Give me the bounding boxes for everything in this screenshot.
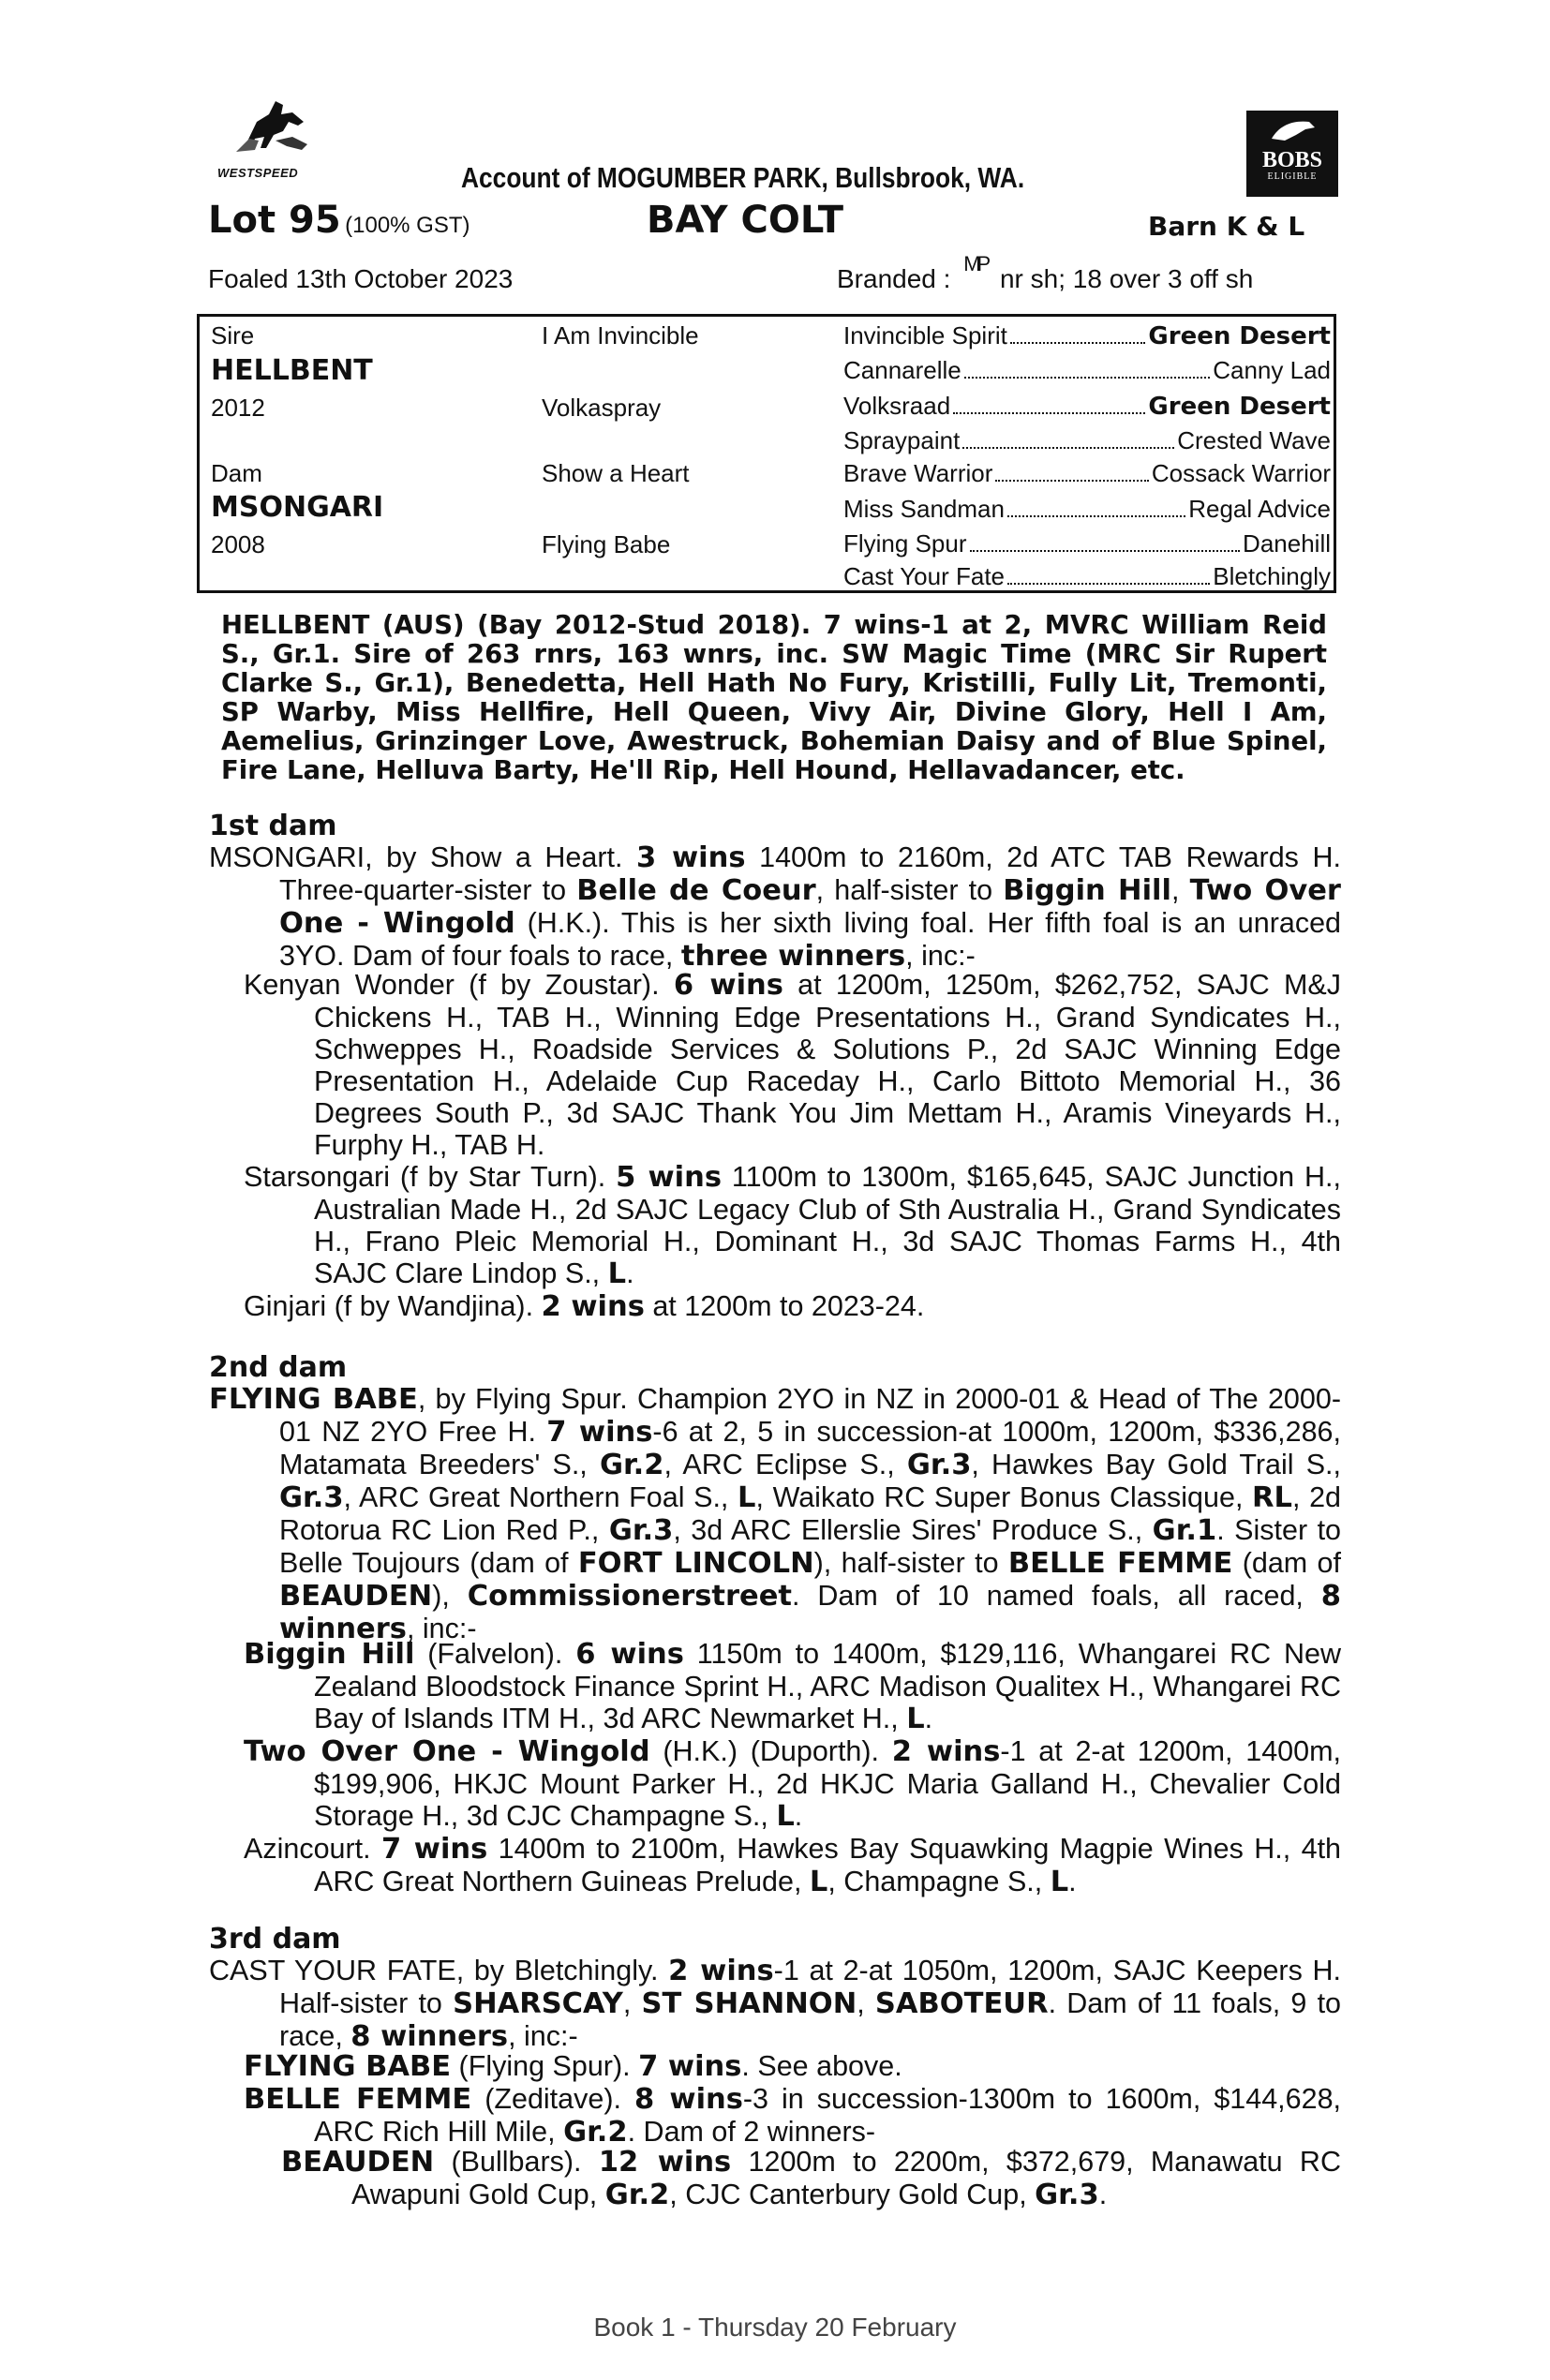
text: , Hawkes Bay Gold Trail S.,	[971, 1449, 1342, 1480]
first-dam-progeny	[244, 969, 1341, 1323]
text: , half-sister to	[815, 874, 1004, 906]
progeny-name: Biggin Hill	[244, 1638, 415, 1671]
text: , inc:-	[508, 2020, 578, 2052]
first-dam-heading: 1st dam	[209, 810, 337, 842]
g3-right: Cossack Warrior	[1151, 459, 1331, 487]
wins: 3 wins	[636, 841, 746, 874]
text: -6 at 2, 5 in succession-at 1000m, 1200m, $336,286, Matamata Breeders' S.,	[279, 1416, 1341, 1480]
westspeed-logo-text: WESTSPEED	[217, 166, 299, 180]
race-grade: L	[809, 1866, 828, 1898]
progeny-entry	[244, 1638, 1341, 1735]
progeny-entry	[244, 1290, 1341, 1323]
relative: ST SHANNON	[641, 1987, 857, 2020]
progeny-entry	[244, 2050, 1341, 2083]
text: (Zeditave).	[471, 2083, 634, 2115]
text: , CJC Canterbury Gold Cup,	[669, 2179, 1036, 2210]
dam-name: MSONGARI	[211, 491, 384, 524]
bobs-logo-text: BOBS	[1261, 148, 1323, 172]
race-grade: Gr.2	[599, 1449, 664, 1481]
text: ,	[857, 1987, 875, 2019]
wins: 2 wins	[668, 1955, 774, 1987]
relative: SABOTEUR	[874, 1987, 1049, 2020]
text: Kenyan Wonder (f by Zoustar).	[244, 969, 674, 1001]
race-grade: L	[607, 1257, 627, 1290]
winners: three winners	[680, 940, 906, 973]
text: -1 at 2-at 1200m, 1400m, $199,906, HKJC Mount Parker H., 2d HKJC Maria Galland H., Chevalier Cold Storage H., 3d CJC Champagne S.,	[314, 1735, 1341, 1832]
race-grade: L	[906, 1703, 925, 1735]
progeny-name: BEAUDEN	[281, 2146, 435, 2179]
relative: Two Over One - Wingold	[279, 874, 1341, 940]
pedigree-g3-6	[843, 529, 1331, 558]
text: 1200m to 2200m, $372,679, Manawatu RC Awapuni Gold Cup,	[351, 2146, 1341, 2210]
race-grade: Gr.3	[608, 1514, 674, 1547]
wins: 7 wins	[546, 1416, 653, 1449]
pedigree-table	[197, 314, 1336, 593]
relative: SHARSCAY	[453, 1987, 623, 2020]
dam-name: FLYING BABE	[209, 1383, 418, 1416]
relative: Biggin Hill	[1003, 874, 1171, 907]
relative: FORT LINCOLN	[577, 1547, 814, 1580]
text: .	[924, 1703, 933, 1734]
text: -3 in succession-1300m to 1600m, $144,628, ARC Rich Hill Mile,	[314, 2083, 1342, 2148]
progeny-name: Two Over One - Wingold	[244, 1735, 650, 1768]
pedigree-g2-3: Flying Babe	[542, 530, 671, 558]
text: . Sister to Belle Toujours (dam of	[279, 1514, 1342, 1579]
text: . Dam of 2 winners-	[627, 2116, 876, 2148]
pedigree-g3-2	[843, 392, 1331, 421]
text: , by Flying Spur. Champion 2YO in NZ in 2000-01 & Head of The 2000-01 NZ 2YO Free H.	[279, 1383, 1341, 1448]
text: , inc:-	[905, 940, 976, 972]
g3-left: Flying Spur	[843, 529, 967, 558]
bobs-eligible-logo	[1246, 111, 1338, 197]
text: ),	[432, 1580, 468, 1612]
g3-right: Canny Lad	[1213, 356, 1331, 384]
text: (H.K.) (Duporth).	[649, 1735, 892, 1767]
wins: 2 wins	[541, 1290, 645, 1323]
text: .	[1098, 2179, 1108, 2210]
text: , 2d Rotorua RC Lion Red P.,	[279, 1481, 1341, 1546]
text: at 1200m, 1250m, $262,752, SAJC M&J Chickens H., TAB H., Winning Edge Presentations H., Grand Syndicates H., Schweppes H., Roadside Services & Solutions P., 2d SAJC Winning Edge Presentation H., Adelaide Cup Raceday H., Carlo Bittoto Memorial H., 36 Degrees South P., 3d SAJC Thank You Jim Mettam H., Aramis Vineyards H., Furphy H., TAB H.	[314, 969, 1341, 1161]
text: Starsongari (f by Star Turn).	[244, 1161, 617, 1193]
text: Azincourt.	[244, 1833, 382, 1865]
text: , inc:-	[406, 1613, 477, 1644]
text: , 3d ARC Ellerslie Sires' Produce S.,	[673, 1514, 1153, 1546]
text: (dam of	[1232, 1547, 1341, 1579]
text: , ARC Great Northern Foal S.,	[343, 1481, 738, 1513]
text: (Falvelon).	[414, 1638, 576, 1670]
wins: 2 wins	[891, 1735, 1001, 1768]
g3-left: Invincible Spirit	[843, 321, 1007, 350]
wins: 8 wins	[634, 2083, 743, 2116]
relative: BEAUDEN	[279, 1580, 433, 1613]
race-grade: Gr.3	[906, 1449, 972, 1481]
foaled-date: Foaled 13th October 2023	[208, 264, 514, 293]
first-dam-paragraph	[209, 841, 1341, 973]
bobs-logo-subtext: ELIGIBLE	[1267, 171, 1318, 182]
g3-left: Brave Warrior	[843, 459, 993, 487]
third-dam-progeny	[244, 2050, 1341, 2149]
text: , Waikato RC Super Bonus Classique,	[755, 1481, 1253, 1513]
wins: 7 wins	[381, 1833, 488, 1866]
text: 1100m to 1300m, $165,645, SAJC Junction H., Australian Made H., 2d SAJC Legacy Club of Sth Australia H., Grand Syndicates H., Frano Pleic Memorial H., Dominant H., 3d SAJC Thomas Farms H., 4th SAJC Clare Lindop S.,	[314, 1161, 1342, 1289]
g3-left: Spraypaint	[843, 426, 961, 454]
g3-right: Green Desert	[1148, 322, 1331, 350]
sire-name: HELLBENT	[211, 354, 373, 387]
g3-left: Volksraad	[843, 392, 951, 420]
brand-mark: MP	[963, 252, 988, 275]
progeny-entry	[244, 2083, 1341, 2149]
text: .	[1068, 1866, 1077, 1897]
race-grade: L	[1050, 1866, 1069, 1898]
gst-note: (100% GST)	[345, 213, 470, 238]
race-grade: L	[776, 1800, 795, 1833]
text: , Champagne S.,	[827, 1866, 1051, 1897]
text: .	[626, 1257, 634, 1289]
race-grade: Gr.2	[604, 2179, 670, 2211]
wins: 6 wins	[673, 969, 783, 1002]
dam-label: Dam	[211, 459, 262, 487]
lot-number	[208, 199, 470, 242]
text: CAST YOUR FATE, by Bletchingly.	[209, 1955, 669, 1986]
g3-left: Cannarelle	[843, 356, 961, 384]
text: (H.K.). This is her sixth living foal. Her fifth foal is an unraced 3YO. Dam of four foals to race,	[279, 907, 1341, 972]
text: (Bullbars).	[434, 2146, 599, 2178]
wins: 12 wins	[598, 2146, 732, 2179]
pedigree-g3-3	[843, 426, 1331, 455]
winners: 8 winners	[279, 1580, 1342, 1645]
text: 1400m to 2160m, 2d ATC TAB Rewards H. Three-quarter-sister to	[279, 841, 1342, 906]
text: -1 at 2-at 1050m, 1200m, SAJC Keepers H. Half-sister to	[279, 1955, 1342, 2019]
text: 1400m to 2100m, Hawkes Bay Squawking Magpie Wines H., 4th ARC Great Northern Guineas Prelude,	[314, 1833, 1341, 1897]
third-dam-paragraph	[209, 1955, 1341, 2053]
pedigree-g3-7	[843, 562, 1331, 591]
g3-right: Regal Advice	[1188, 495, 1331, 523]
second-dam-paragraph	[209, 1383, 1341, 1645]
dam-year: 2008	[211, 530, 265, 558]
race-grade: Gr.3	[1035, 2179, 1099, 2211]
g3-left: Miss Sandman	[843, 495, 1005, 523]
text: ,	[1170, 874, 1190, 906]
first-dam-section	[209, 841, 1341, 973]
pedigree-g2-1: Volkaspray	[542, 394, 662, 422]
race-grade: RL	[1252, 1481, 1292, 1514]
text: (Flying Spur).	[451, 2050, 639, 2082]
progeny-entry	[244, 969, 1341, 1161]
text: , ARC Eclipse S.,	[663, 1449, 907, 1480]
progeny-entry	[244, 1161, 1341, 1290]
text: ), half-sister to	[813, 1547, 1008, 1579]
relative: BELLE FEMME	[1007, 1547, 1233, 1580]
text: . Dam of 10 named foals, all raced,	[791, 1580, 1321, 1612]
barn-location: Barn K & L	[1148, 211, 1305, 242]
dam-name: MSONGARI	[209, 841, 365, 873]
relative: Commissionerstreet	[467, 1580, 792, 1613]
race-grade: L	[738, 1481, 756, 1514]
text: ,	[622, 1987, 642, 2019]
g3-right: Bletchingly	[1213, 562, 1331, 590]
text: . Dam of 11 foals, 9 to race,	[279, 1987, 1342, 2052]
progeny-entry	[244, 1735, 1341, 1833]
text: Ginjari (f by Wandjina).	[244, 1290, 542, 1322]
g3-right: Green Desert	[1148, 393, 1331, 421]
pedigree-g3-1	[843, 356, 1331, 385]
lot-title: BAY COLT	[647, 199, 844, 242]
westspeed-logo	[217, 94, 320, 180]
third-dam-section	[209, 1955, 1341, 2053]
relative: Belle de Coeur	[576, 874, 816, 907]
wins: 7 wins	[638, 2050, 742, 2083]
wins: 5 wins	[616, 1161, 722, 1194]
g3-left: Cast Your Fate	[843, 562, 1005, 590]
text: . See above.	[741, 2050, 902, 2082]
progeny-name: BELLE FEMME	[244, 2083, 472, 2116]
horse-head-icon	[1264, 116, 1320, 144]
progeny-entry	[281, 2146, 1341, 2211]
sire-year: 2012	[211, 394, 265, 422]
race-grade: Gr.2	[563, 2116, 628, 2149]
g3-right: Crested Wave	[1177, 426, 1331, 454]
pedigree-g3-4	[843, 459, 1331, 488]
g3-right: Danehill	[1243, 529, 1331, 558]
pedigree-g2-0: I Am Invincible	[542, 321, 699, 350]
pedigree-g3-0	[843, 321, 1331, 350]
pedigree-g3-5	[843, 495, 1331, 524]
pedigree-g2-2: Show a Heart	[542, 459, 690, 487]
branded-info	[837, 247, 1254, 293]
brand-description: nr sh; 18 over 3 off sh	[999, 264, 1254, 293]
third-dam-heading: 3rd dam	[209, 1923, 341, 1956]
progeny-name: FLYING BABE	[244, 2050, 452, 2083]
text: 1150m to 1400m, $129,116, Whangarei RC New Zealand Bloodstock Finance Sprint H., ARC Madison Qualitex H., Whangarei RC Bay of Islands ITM H., 3d ARC Newmarket H.,	[314, 1638, 1342, 1734]
horse-silhouette-icon	[217, 94, 320, 159]
sire-summary: HELLBENT (AUS) (Bay 2012-Stud 2018). 7 wins-1 at 2, MVRC William Reid S., Gr.1. Sire of 263 rnrs, 163 wnrs, inc. SW Magic Time (MRC Sir Rupert Clarke S., Gr.1), Benedetta, Hell Hath No Fury, Kristilli, Fully Lit, Tremonti, SP Warby, Miss Hellfire, Hell Queen, Vivy Air, Divine Glory, Hell I Am, Aemelius, Grinzinger Love, Awestruck, Bohemian Daisy and of Blue Spinel, Fire Lane, Helluva Barty, He'll Rip, Hell Hound, Hellavadancer, etc.	[221, 610, 1327, 785]
race-grade: Gr.1	[1152, 1514, 1217, 1547]
branded-label: Branded :	[837, 264, 951, 293]
text: , by Show a Heart.	[365, 841, 637, 873]
second-dam-section	[209, 1383, 1341, 1645]
sire-label: Sire	[211, 321, 255, 350]
page-footer: Book 1 - Thursday 20 February	[593, 2313, 957, 2342]
second-dam-progeny	[244, 1638, 1341, 1898]
progeny-entry	[244, 1833, 1341, 1898]
wins: 6 wins	[575, 1638, 684, 1671]
second-dam-heading: 2nd dam	[209, 1351, 348, 1384]
text: .	[794, 1800, 803, 1832]
lot-label: Lot 95	[208, 199, 341, 242]
text: at 1200m to 2023-24.	[644, 1290, 925, 1322]
winners: 8 winners	[350, 2020, 509, 2053]
race-grade: Gr.3	[279, 1481, 344, 1514]
vendor-account: Account of MOGUMBER PARK, Bullsbrook, WA.	[461, 161, 1025, 194]
third-dam-grand-progeny	[281, 2146, 1341, 2211]
